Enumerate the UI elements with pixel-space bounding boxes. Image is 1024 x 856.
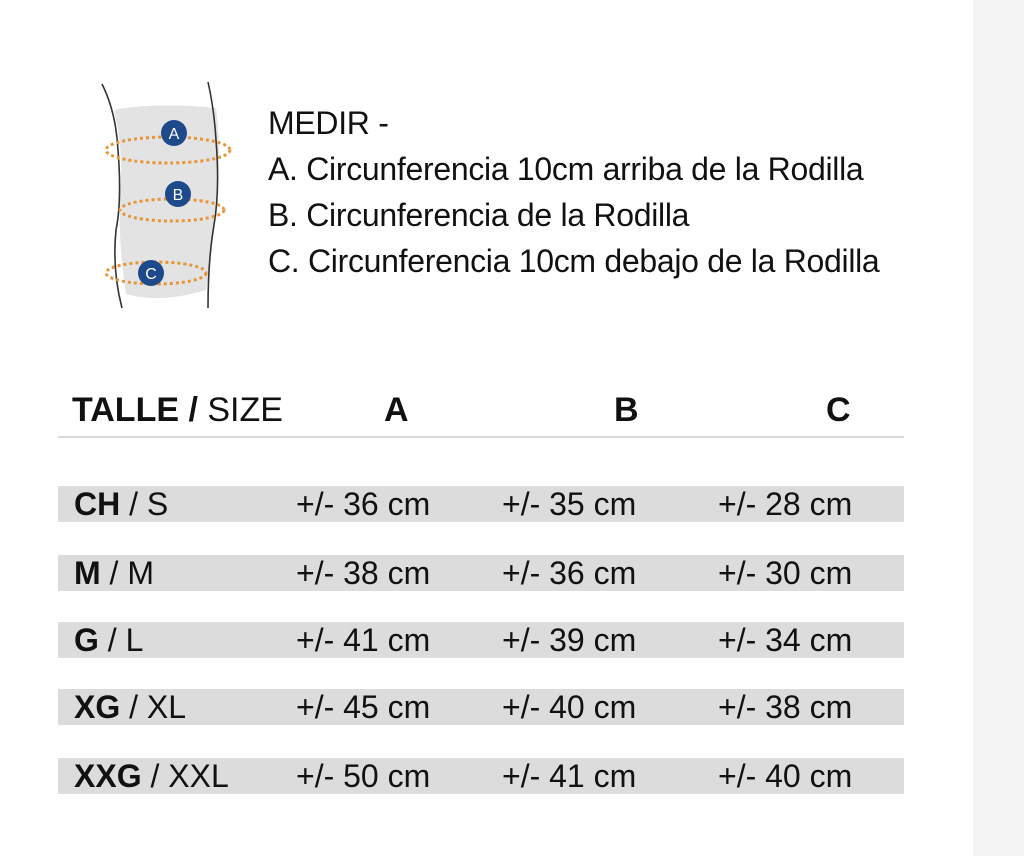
instruction-a: A. Circunferencia 10cm arriba de la Rodilla: [268, 151, 864, 187]
row-value-c: +/- 30 cm: [718, 555, 853, 591]
row-size: XXG / XXL: [74, 758, 229, 794]
row-value-c: +/- 28 cm: [718, 486, 853, 522]
table-row: [58, 758, 904, 794]
header-size: SIZE: [207, 391, 283, 429]
row-value-b: +/- 35 cm: [502, 486, 637, 522]
row-size: M / M: [74, 555, 154, 591]
svg-text:A: A: [168, 126, 180, 143]
table-row: [58, 555, 904, 591]
header-col-b: B: [614, 391, 639, 429]
svg-text:B: B: [172, 187, 184, 204]
table-row: [58, 486, 904, 522]
row-value-c: +/- 40 cm: [718, 758, 853, 794]
row-size: CH / S: [74, 486, 169, 522]
marker-c-icon: [138, 260, 164, 286]
row-value-b: +/- 41 cm: [502, 758, 637, 794]
size-table-header: [72, 388, 904, 432]
header-divider: [58, 436, 904, 438]
row-value-c: +/- 38 cm: [718, 689, 853, 725]
knee-measurement-diagram: [96, 80, 246, 312]
row-value-a: +/- 38 cm: [296, 555, 431, 591]
header-size-label: [72, 388, 283, 432]
marker-a-icon: [161, 120, 187, 146]
table-row: [58, 622, 904, 658]
row-value-a: +/- 50 cm: [296, 758, 431, 794]
instruction-c: C. Circunferencia 10cm debajo de la Rodilla: [268, 243, 880, 279]
row-value-b: +/- 36 cm: [502, 555, 637, 591]
header-col-a: A: [384, 391, 409, 429]
header-talle: TALLE: [72, 391, 180, 429]
row-value-a: +/- 36 cm: [296, 486, 431, 522]
row-value-b: +/- 40 cm: [502, 689, 637, 725]
right-edge-strip: [973, 0, 1024, 856]
instruction-b: B. Circunferencia de la Rodilla: [268, 197, 690, 233]
header-slash: /: [179, 391, 208, 429]
header-col-c: C: [826, 391, 851, 429]
measurement-instructions: [268, 100, 879, 284]
instructions-heading: MEDIR -: [268, 105, 389, 141]
row-value-c: +/- 34 cm: [718, 622, 853, 658]
row-value-b: +/- 39 cm: [502, 622, 637, 658]
svg-text:C: C: [145, 266, 157, 283]
table-row: [58, 689, 904, 725]
row-size: XG / XL: [74, 689, 187, 725]
marker-b-icon: [165, 181, 191, 207]
row-value-a: +/- 45 cm: [296, 689, 431, 725]
row-value-a: +/- 41 cm: [296, 622, 431, 658]
row-size: G / L: [74, 622, 144, 658]
